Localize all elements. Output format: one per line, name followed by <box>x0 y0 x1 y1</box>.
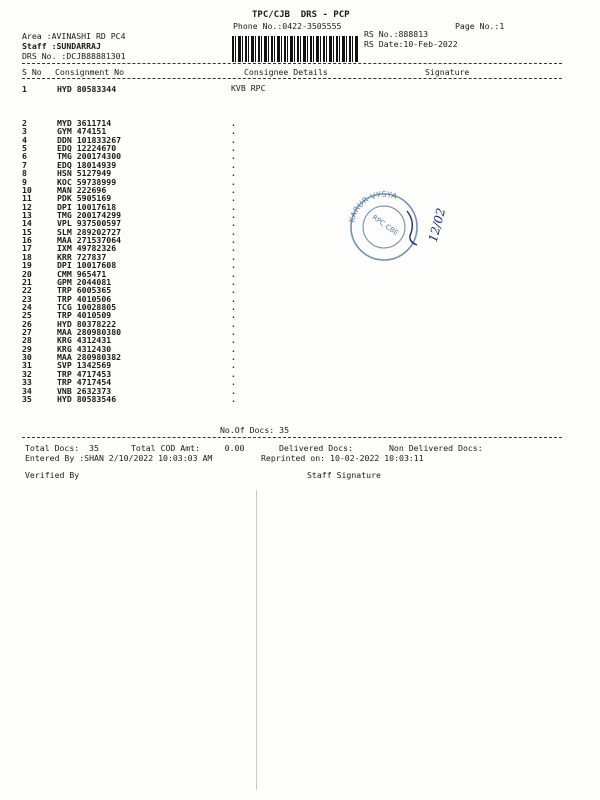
row-consignee-dot: . <box>231 218 236 229</box>
row-sno: 23 <box>22 293 32 304</box>
row-sno: 33 <box>22 377 32 388</box>
document-title: TPC/CJB DRS - PCP <box>252 10 350 20</box>
signature-divider <box>256 490 257 790</box>
row-consignment: GPM 2044081 <box>57 276 112 287</box>
row-consignment: SVP 1342569 <box>57 360 112 371</box>
row-sno: 26 <box>22 318 32 329</box>
row-consignment: TMG 200174300 <box>57 151 122 162</box>
row-consignment: VPL 937500597 <box>57 218 122 229</box>
row-consignee-dot: . <box>231 360 236 371</box>
row-sno: 13 <box>22 210 32 220</box>
total-cod-amount: Total COD Amt: 0.00 <box>131 443 245 453</box>
col-header-sno: S No <box>22 67 42 77</box>
row-consignee-dot: . <box>231 293 236 304</box>
staff-signature-label: Staff Signature <box>307 470 381 480</box>
row-1-consignment: HYD 80583344 <box>57 84 117 94</box>
row-consignee-dot: . <box>231 368 236 379</box>
row-consignee-dot: . <box>231 226 236 237</box>
row-consignment: TRP 4717453 <box>57 368 112 379</box>
col-header-consignment: Consignment No <box>55 67 125 77</box>
row-consignee-dot: . <box>231 176 236 187</box>
row-consignee-dot: . <box>231 301 236 312</box>
row-consignee-dot: . <box>231 343 236 354</box>
row-consignee-dot: . <box>231 385 236 396</box>
row-consignment: IXM 49782326 <box>57 243 117 254</box>
row-1-sno: 1 <box>22 84 27 94</box>
row-consignment: DDN 101833267 <box>57 134 122 145</box>
row-consignee-dot: . <box>231 310 236 321</box>
row-sno: 30 <box>22 352 32 363</box>
row-consignment: PDK 5905169 <box>57 193 112 204</box>
row-consignee-dot: . <box>231 352 236 363</box>
total-docs: Total Docs: 35 <box>25 443 99 453</box>
row-consignment: MYD 3611714 <box>57 118 112 128</box>
svg-text:12/02: 12/02 <box>425 206 449 244</box>
row-consignment: EDQ 18014939 <box>57 159 117 170</box>
row-consignment: SLM 289202727 <box>57 226 122 237</box>
row-consignment: TMG 200174299 <box>57 210 122 220</box>
row-sno: 8 <box>22 168 27 179</box>
row-consignee-dot: . <box>231 201 236 212</box>
row-consignee-dot: . <box>231 151 236 162</box>
row-sno: 5 <box>22 143 27 154</box>
row-consignee-dot: . <box>231 260 236 271</box>
reprinted-on: Reprinted on: 10-02-2022 10:03:11 <box>261 453 424 463</box>
entered-by: Entered By :SHAN 2/10/2022 10:03:03 AM <box>25 453 213 463</box>
row-consignee-dot: . <box>231 276 236 287</box>
verified-by-label: Verified By <box>25 470 80 480</box>
row-consignee-dot: . <box>231 393 236 404</box>
row-sno: 29 <box>22 343 32 354</box>
row-consignment: CMM 965471 <box>57 268 107 279</box>
header-rule-bottom <box>22 78 562 79</box>
row-sno: 22 <box>22 285 32 296</box>
rs-date: RS Date:10-Feb-2022 <box>364 39 458 49</box>
row-sno: 25 <box>22 310 32 321</box>
row-consignment: DPI 10017618 <box>57 201 117 212</box>
row-consignment: KRR 727837 <box>57 251 107 262</box>
karur-vysya-stamp <box>342 183 462 263</box>
page-number: Page No.:1 <box>455 21 505 31</box>
row-sno: 32 <box>22 368 32 379</box>
row-consignee-dot: . <box>231 168 236 179</box>
row-sno: 16 <box>22 235 32 245</box>
delivered-docs: Delivered Docs: <box>279 443 353 453</box>
col-header-consignee: Consignee Details <box>244 67 328 77</box>
row-sno: 4 <box>22 134 27 145</box>
row-consignment: VNB 2632373 <box>57 385 112 396</box>
row-consignment: HSN 5127949 <box>57 168 112 179</box>
row-consignee-dot: . <box>231 251 236 262</box>
row-sno: 11 <box>22 193 32 204</box>
row-sno: 9 <box>22 176 27 187</box>
staff-field: Staff :SUNDARRAJ <box>22 41 101 51</box>
row-consignment: KRG 4312430 <box>57 343 112 354</box>
row-consignee-dot: . <box>231 285 236 296</box>
col-header-signature: Signature <box>425 67 470 77</box>
row-consignee-dot: . <box>231 126 236 137</box>
row-consignment: TRP 4010509 <box>57 310 112 321</box>
row-consignee-dot: . <box>231 193 236 204</box>
row-consignment: TRP 4717454 <box>57 377 112 388</box>
row-consignment: HYD 80378222 <box>57 318 117 329</box>
row-consignment: HYD 80583546 <box>57 393 117 404</box>
row-consignee-dot: . <box>231 377 236 388</box>
row-consignee-dot: . <box>231 143 236 154</box>
row-sno: 3 <box>22 126 27 137</box>
area-field: Area :AVINASHI RD PC4 <box>22 31 126 41</box>
rs-number: RS No.:888813 <box>364 29 429 39</box>
row-sno: 15 <box>22 226 32 237</box>
row-consignment: MAA 280980382 <box>57 352 122 363</box>
row-consignment: KOC 59738999 <box>57 176 117 187</box>
row-consignment: TRP 6005365 <box>57 285 112 296</box>
row-sno: 34 <box>22 385 32 396</box>
row-consignment: MAA 271537064 <box>57 235 122 245</box>
row-consignment: TCG 10028805 <box>57 301 117 312</box>
row-consignee-dot: . <box>231 318 236 329</box>
row-consignment: MAA 280980380 <box>57 327 122 337</box>
row-sno: 21 <box>22 276 32 287</box>
row-consignee-dot: . <box>231 159 236 170</box>
row-consignment: MAN 222696 <box>57 184 107 195</box>
row-consignee-dot: . <box>231 134 236 145</box>
row-sno: 17 <box>22 243 32 254</box>
row-sno: 19 <box>22 260 32 271</box>
row-consignment: EDQ 12224670 <box>57 143 117 154</box>
row-sno: 18 <box>22 251 32 262</box>
row-sno: 27 <box>22 327 32 337</box>
row-sno: 24 <box>22 301 32 312</box>
row-sno: 31 <box>22 360 32 371</box>
non-delivered-docs: Non Delivered Docs: <box>389 443 483 453</box>
drs-number: DRS No. :DCJB88881301 <box>22 51 126 61</box>
row-sno: 7 <box>22 159 27 170</box>
row-consignment: TRP 4010506 <box>57 293 112 304</box>
row-sno: 20 <box>22 268 32 279</box>
row-sno: 14 <box>22 218 32 229</box>
stamp-handwriting <box>426 206 448 243</box>
footer-rule <box>22 437 562 438</box>
row-consignee-dot: . <box>231 243 236 254</box>
stamp-ring-text: KARUR VYSYA <box>347 189 399 224</box>
no-of-docs: No.Of Docs: 35 <box>220 425 290 435</box>
header-rule-top <box>22 63 562 64</box>
row-consignee-dot: . <box>231 268 236 279</box>
row-sno: 6 <box>22 151 27 162</box>
row-sno: 2 <box>22 118 27 128</box>
phone-number: Phone No.:0422-3505555 <box>233 21 342 31</box>
stamp-center-text: RPC CBE <box>370 213 400 238</box>
row-consignee-dot: . <box>231 210 236 220</box>
row-1-consignee: KVB RPC <box>231 83 266 93</box>
row-consignment: DPI 10017608 <box>57 260 117 271</box>
row-sno: 12 <box>22 201 32 212</box>
row-sno: 10 <box>22 184 32 195</box>
row-consignment: GYM 474151 <box>57 126 107 137</box>
row-consignee-dot: . <box>231 335 236 346</box>
row-consignee-dot: . <box>231 235 236 245</box>
row-consignee-dot: . <box>231 118 236 128</box>
row-sno: 28 <box>22 335 32 346</box>
row-consignment: KRG 4312431 <box>57 335 112 346</box>
row-consignee-dot: . <box>231 327 236 337</box>
row-consignee-dot: . <box>231 184 236 195</box>
barcode <box>232 36 358 62</box>
row-sno: 35 <box>22 393 32 404</box>
